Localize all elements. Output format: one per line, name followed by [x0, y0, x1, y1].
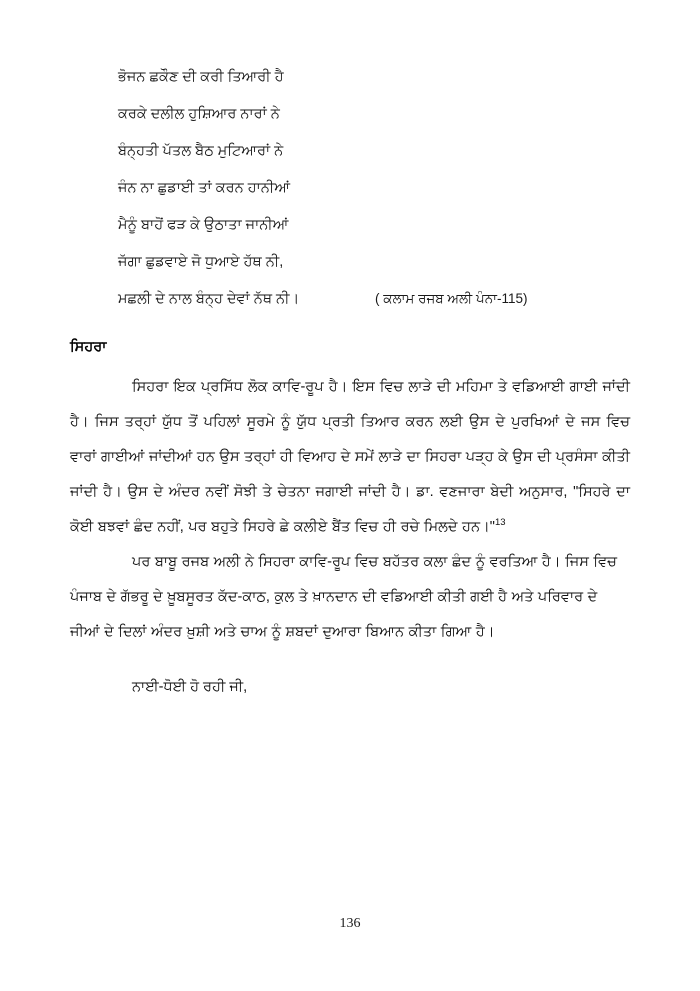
verse-line-text: ਜੱਗਾ ਛੁਡਵਾਏ ਜੋ ਧੁਆਏ ਹੱਥ ਨੀ, — [118, 254, 284, 270]
verse-line-text: ਕਰਕੇ ਦਲੀਲ ਹੁਸ਼ਿਆਰ ਨਾਰਾਂ ਨੇ — [118, 106, 280, 122]
verse-line-text: ਮੈਨੂੰ ਬਾਹੋਂ ਫੜ ਕੇ ਉਠਾਤਾ ਜਾਨੀਆਂ — [118, 217, 289, 233]
footnote-marker: 13 — [494, 517, 506, 529]
page-content — [70, 70, 630, 705]
body-paragraph-2: ਪਰ ਬਾਬੂ ਰਜਬ ਅਲੀ ਨੇ ਸਿਹਰਾ ਕਾਵਿ-ਰੂਪ ਵਿਚ ਬਹੱਤਰ ਕਲਾ ਛੰਦ ਨੂੰ ਵਰਤਿਆ ਹੈ। ਜਿਸ ਵਿਚ ਪੰਜਾਬ ਦੇ ਗੱਭਰੂ ਦੇ ਖ਼ੂਬਸੂਰਤ ਕੱਦ-ਕਾਠ, ਕੁਲ ਤੇ ਖ਼ਾਨਦਾਨ ਦੀ ਵਡਿਆਈ ਕੀਤੀ ਗਈ ਹੈ ਅਤੇ ਪਰਿਵਾਰ ਦੇ ਜੀਆਂ ਦੇ ਦਿਲਾਂ ਅੰਦਰ ਖ਼ੁਸ਼ੀ ਅਤੇ ਚਾਅ ਨੂੰ ਸ਼ਬਦਾਂ ਦੁਆਰਾ ਬਿਆਨ ਕੀਤਾ ਗਿਆ ਹੈ। — [70, 554, 617, 641]
verse-block — [70, 70, 630, 329]
closing-line: ਨਾਈ-ਧੋਈ ਹੋ ਰਹੀ ਜੀ, — [132, 679, 248, 696]
verse-line — [70, 144, 630, 181]
verse-citation: ( ਕਲਾਮ ਰਜਬ ਅਲੀ ਪੰਨਾ-115) — [375, 291, 528, 306]
verse-line-with-citation — [70, 292, 630, 329]
verse-line — [70, 70, 630, 107]
body-paragraph-1 — [70, 370, 630, 545]
page-number: 136 — [339, 916, 361, 931]
verse-line — [70, 107, 630, 144]
body-paragraph-1-text: ਸਿਹਰਾ ਇਕ ਪ੍ਰਸਿੱਧ ਲੋਕ ਕਾਵਿ-ਰੂਪ ਹੈ। ਇਸ ਵਿਚ ਲਾੜੇ ਦੀ ਮਹਿਮਾ ਤੇ ਵਡਿਆਈ ਗਾਈ ਜਾਂਦੀ ਹੈ। ਜਿਸ ਤਰ੍ਹਾਂ ਯੁੱਧ ਤੋਂ ਪਹਿਲਾਂ ਸੂਰਮੇ ਨੂੰ ਯੁੱਧ ਪ੍ਰਤੀ ਤਿਆਰ ਕਰਨ ਲਈ ਉਸ ਦੇ ਪੁਰਖਿਆਂ ਦੇ ਜਸ ਵਿਚ ਵਾਰਾਂ ਗਾਈਆਂ ਜਾਂਦੀਆਂ ਹਨ ਉਸ ਤਰ੍ਹਾਂ ਹੀ ਵਿਆਹ ਦੇ ਸਮੇਂ ਲਾੜੇ ਦਾ ਸਿਹਰਾ ਪੜ੍ਹ ਕੇ ਉਸ ਦੀ ਪ੍ਰਸੰਸਾ ਕੀਤੀ ਜਾਂਦੀ ਹੈ। ਉਸ ਦੇ ਅੰਦਰ ਨਵੀਂ ਸੋਝੀ ਤੇ ਚੇਤਨਾ ਜਗਾਈ ਜਾਂਦੀ ਹੈ। ਡਾ. ਵਣਜਾਰਾ ਬੇਦੀ ਅਨੁਸਾਰ, "ਸਿਹਰੇ ਦਾ ਕੋਈ ਬਝਵਾਂ ਛੰਦ ਨਹੀਂ, ਪਰ ਬਹੁਤੇ ਸਿਹਰੇ ਛੇ ਕਲੀਏ ਬੈਂਤ ਵਿਚ ਹੀ ਰਚੇ ਮਿਲਦੇ ਹਨ।" — [70, 379, 630, 536]
verse-line-text: ਮਛਲੀ ਦੇ ਨਾਲ ਬੰਨ੍ਹ ਦੇਵਾਂ ਨੱਥ ਨੀ। — [118, 291, 300, 307]
verse-line — [70, 255, 630, 292]
section-heading: ਸਿਹਰਾ — [70, 339, 107, 355]
verse-line — [70, 218, 630, 255]
verse-line-text: ਜੰਨ ਨਾ ਛੁਡਾਈ ਤਾਂ ਕਰਨ ਹਾਨੀਆਂ — [118, 180, 291, 196]
verse-line-text: ਭੋਜਨ ਛਕੌਣ ਦੀ ਕਰੀ ਤਿਆਰੀ ਹੈ — [118, 69, 284, 85]
verse-line — [70, 181, 630, 218]
verse-line-text: ਬੰਨ੍ਹਤੀ ਪੱਤਲ ਬੈਠ ਮੁਟਿਆਰਾਂ ਨੇ — [118, 143, 284, 159]
